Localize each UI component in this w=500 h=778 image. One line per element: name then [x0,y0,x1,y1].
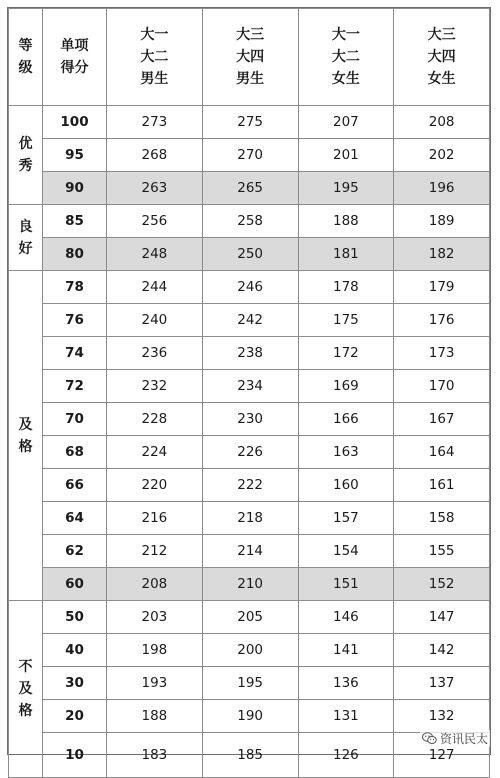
score-cell: 95 [43,139,107,172]
value-cell: 228 [107,403,203,436]
value-cell: 127 [394,733,490,778]
value-cell: 142 [394,634,490,667]
value-cell: 216 [107,502,203,535]
value-cell: 151 [298,568,394,601]
value-cell: 275 [202,106,298,139]
value-cell: 160 [298,469,394,502]
table-row [9,568,490,601]
score-cell: 64 [43,502,107,535]
table-row [9,304,490,337]
score-cell: 40 [43,634,107,667]
table-row [9,370,490,403]
score-table-body [9,106,490,778]
value-cell: 240 [107,304,203,337]
grade-category: 优 秀 [9,106,43,205]
table-row [9,667,490,700]
value-cell: 188 [298,205,394,238]
grade-category: 不 及 格 [9,601,43,778]
value-cell: 185 [202,733,298,778]
value-cell: 236 [107,337,203,370]
value-cell: 181 [298,238,394,271]
value-cell: 126 [298,733,394,778]
value-cell: 208 [394,106,490,139]
score-cell: 78 [43,271,107,304]
value-cell: 132 [394,700,490,733]
value-cell: 193 [107,667,203,700]
value-cell: 203 [107,601,203,634]
value-cell: 154 [298,535,394,568]
value-cell: 205 [202,601,298,634]
value-cell: 222 [202,469,298,502]
value-cell: 198 [107,634,203,667]
table-row [9,469,490,502]
value-cell: 188 [107,700,203,733]
score-cell: 80 [43,238,107,271]
value-cell: 207 [298,106,394,139]
score-cell: 70 [43,403,107,436]
table-row [9,436,490,469]
score-cell: 72 [43,370,107,403]
score-cell: 60 [43,568,107,601]
header-row [9,9,490,106]
value-cell: 246 [202,271,298,304]
header-freshman-sophomore-male: 大一 大二 男生 [107,9,203,106]
score-cell: 90 [43,172,107,205]
score-cell: 30 [43,667,107,700]
value-cell: 164 [394,436,490,469]
value-cell: 248 [107,238,203,271]
value-cell: 182 [394,238,490,271]
value-cell: 161 [394,469,490,502]
value-cell: 169 [298,370,394,403]
header-score: 单项 得分 [43,9,107,106]
value-cell: 195 [298,172,394,205]
value-cell: 196 [394,172,490,205]
value-cell: 183 [107,733,203,778]
value-cell: 224 [107,436,203,469]
wechat-icon [422,732,437,745]
score-cell: 66 [43,469,107,502]
value-cell: 166 [298,403,394,436]
score-cell: 100 [43,106,107,139]
score-cell: 74 [43,337,107,370]
value-cell: 172 [298,337,394,370]
value-cell: 179 [394,271,490,304]
value-cell: 147 [394,601,490,634]
value-cell: 250 [202,238,298,271]
grade-category: 良 好 [9,205,43,271]
value-cell: 136 [298,667,394,700]
value-cell: 158 [394,502,490,535]
value-cell: 137 [394,667,490,700]
score-cell: 20 [43,700,107,733]
table-row [9,502,490,535]
value-cell: 201 [298,139,394,172]
value-cell: 230 [202,403,298,436]
table-row [9,535,490,568]
value-cell: 258 [202,205,298,238]
value-cell: 208 [107,568,203,601]
table-row [9,601,490,634]
value-cell: 146 [298,601,394,634]
score-cell: 62 [43,535,107,568]
value-cell: 210 [202,568,298,601]
value-cell: 167 [394,403,490,436]
value-cell: 214 [202,535,298,568]
score-cell: 76 [43,304,107,337]
table-row [9,634,490,667]
value-cell: 263 [107,172,203,205]
value-cell: 273 [107,106,203,139]
value-cell: 256 [107,205,203,238]
score-cell: 10 [43,733,107,778]
value-cell: 234 [202,370,298,403]
header-category: 等 级 [9,9,43,106]
value-cell: 189 [394,205,490,238]
value-cell: 244 [107,271,203,304]
value-cell: 173 [394,337,490,370]
table-row [9,139,490,172]
watermark [420,730,490,747]
score-table-frame [7,7,491,763]
table-row [9,106,490,139]
value-cell: 238 [202,337,298,370]
value-cell: 202 [394,139,490,172]
header-freshman-sophomore-female: 大一 大二 女生 [298,9,394,106]
value-cell: 155 [394,535,490,568]
value-cell: 141 [298,634,394,667]
value-cell: 218 [202,502,298,535]
grade-category: 及 格 [9,271,43,601]
value-cell: 131 [298,700,394,733]
value-cell: 200 [202,634,298,667]
value-cell: 195 [202,667,298,700]
score-cell: 68 [43,436,107,469]
value-cell: 175 [298,304,394,337]
value-cell: 163 [298,436,394,469]
value-cell: 157 [298,502,394,535]
score-cell: 85 [43,205,107,238]
value-cell: 176 [394,304,490,337]
value-cell: 270 [202,139,298,172]
header-junior-senior-male: 大三 大四 男生 [202,9,298,106]
value-cell: 220 [107,469,203,502]
value-cell: 190 [202,700,298,733]
header-junior-senior-female: 大三 大四 女生 [394,9,490,106]
score-cell: 50 [43,601,107,634]
table-row [9,403,490,436]
table-row [9,238,490,271]
table-row [9,205,490,238]
value-cell: 178 [298,271,394,304]
value-cell: 170 [394,370,490,403]
value-cell: 212 [107,535,203,568]
value-cell: 265 [202,172,298,205]
value-cell: 232 [107,370,203,403]
table-row [9,271,490,304]
score-table [8,8,490,778]
value-cell: 226 [202,436,298,469]
value-cell: 242 [202,304,298,337]
watermark-text: 资讯民太 [439,732,488,746]
table-row [9,733,490,778]
value-cell: 152 [394,568,490,601]
value-cell: 268 [107,139,203,172]
table-row [9,700,490,733]
table-row [9,172,490,205]
table-row [9,337,490,370]
